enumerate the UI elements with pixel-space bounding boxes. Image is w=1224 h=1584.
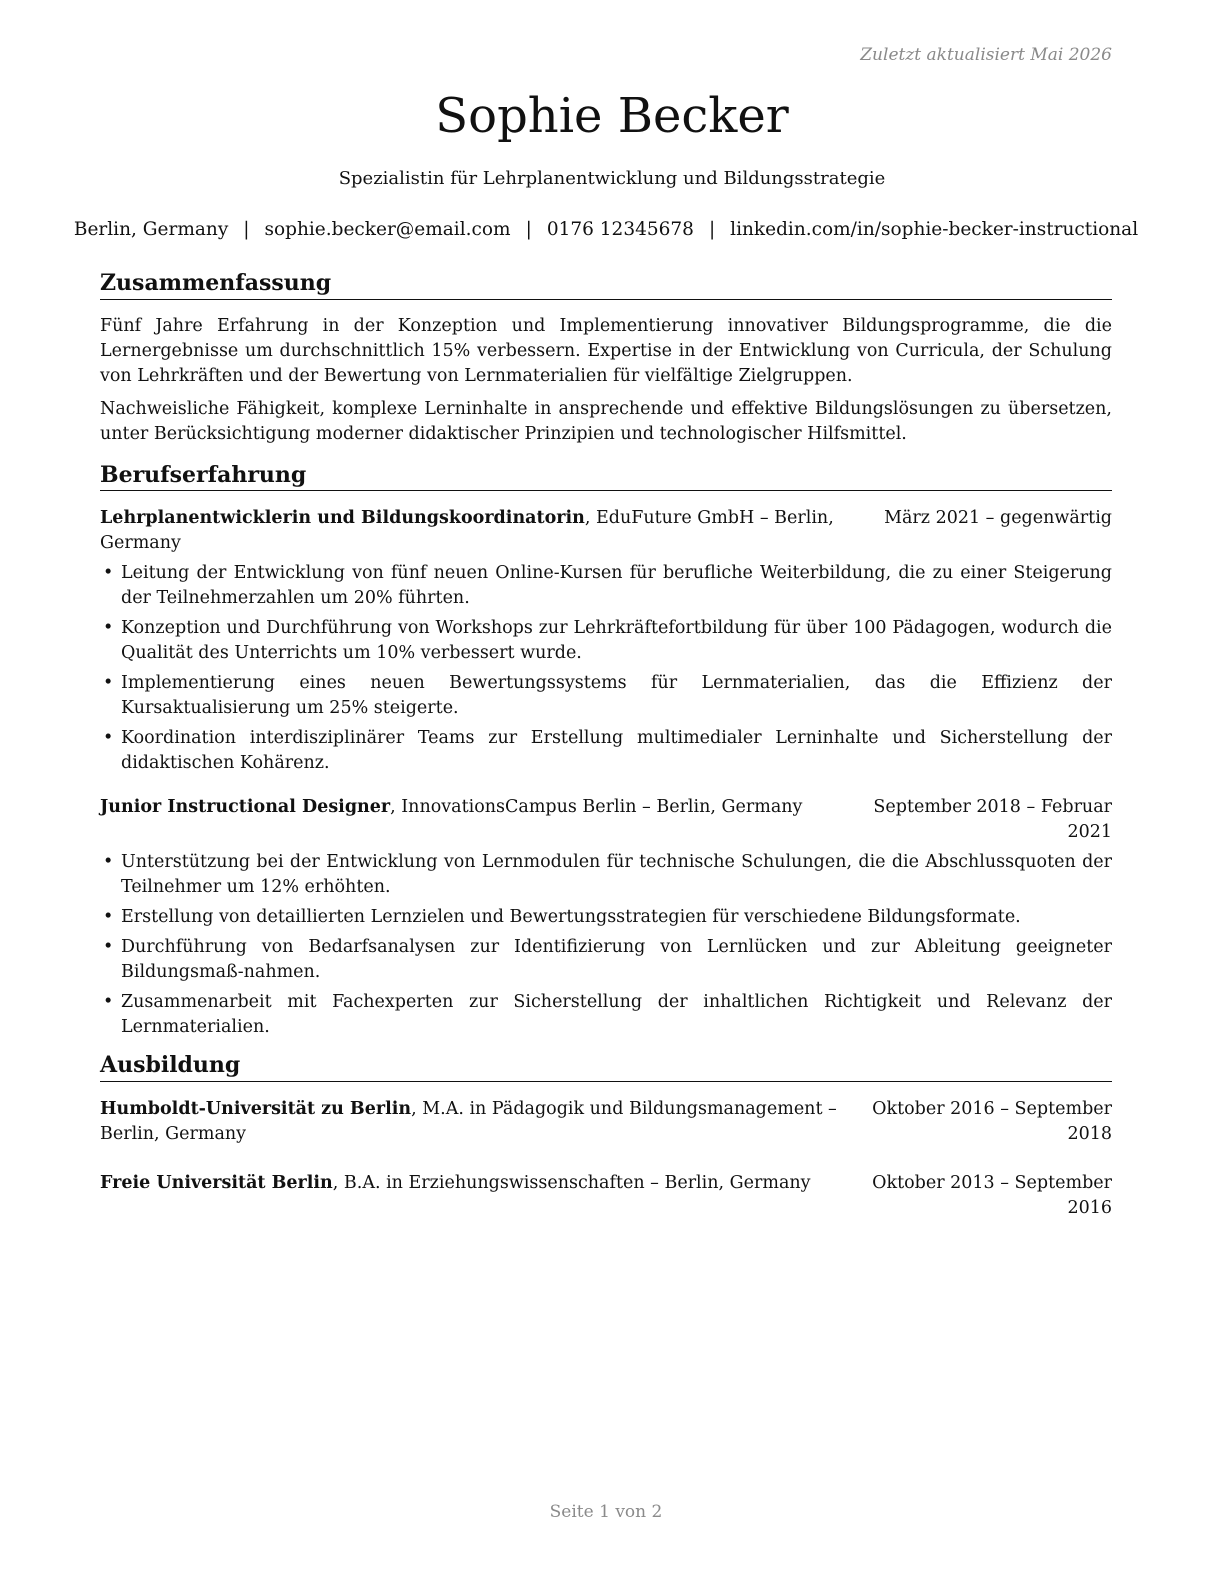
- job-title-line: [100, 506, 884, 556]
- summary-paragraph: Fünf Jahre Erfahrung in der Konzeption und Implementierung innovativer Bildungsprogramme, die die Lernergebnisse um durchschnittlich 15% verbessern. Expertise in der Entwicklung von Curricula, der Schulung von Lehrkräften und der Bewertung von Lernmaterialien für vielfältige Zielgruppen.: [100, 315, 1112, 386]
- education-title-line: [100, 1097, 872, 1147]
- job-org: , EduFuture GmbH – Berlin, Germany: [100, 508, 834, 553]
- contact-line: [0, 219, 1212, 240]
- section-title-experience: Berufserfahrung: [100, 462, 1112, 492]
- education-dates: Oktober 2013 – September 2016: [872, 1172, 1112, 1218]
- job-bullets: [100, 850, 1112, 1040]
- section-title-summary: Zusammenfassung: [100, 270, 1112, 300]
- experience-section: [100, 462, 1112, 1041]
- page-number: Seite 1 von 2: [549, 1502, 663, 1522]
- list-item: • Leitung der Entwicklung von fünf neuen Online-Kursen für berufliche Weiterbildung, die zu einer Steigerung der Teilnehmerzahlen um 20% führten.: [100, 561, 1112, 611]
- job-header: [100, 795, 1112, 845]
- education-section: [100, 1052, 1112, 1221]
- contact-separator: |: [243, 219, 250, 240]
- contact-separator: |: [525, 219, 532, 240]
- last-updated: Zuletzt aktualisiert Mai 2026: [860, 45, 1112, 65]
- job-entry: [100, 506, 1112, 776]
- contact-phone: 0176 12345678: [546, 219, 694, 240]
- job-dates: März 2021 – gegenwärtig: [884, 508, 1112, 528]
- education-school: Humboldt-Universität zu Berlin: [100, 1098, 412, 1119]
- education-school: Freie Universität Berlin: [100, 1172, 333, 1193]
- list-item: • Zusammenarbeit mit Fachexperten zur Sicherstellung der inhaltlichen Richtigkeit und Relevanz der Lernmaterialien.: [100, 990, 1112, 1040]
- contact-separator: |: [708, 219, 716, 240]
- job-role: Lehrplanentwicklerin und Bildungskoordinatorin: [100, 508, 585, 528]
- education-degree: , B.A. in Erziehungswissenschaften – Berlin, Germany: [332, 1172, 811, 1193]
- candidate-subtitle: Spezialistin für Lehrplanentwicklung und Bildungsstrategie: [338, 168, 886, 189]
- list-item: • Erstellung von detaillierten Lernzielen und Bewertungsstrategien für verschiedene Bildungsformate.: [100, 905, 1112, 930]
- job-role: Junior Instructional Designer: [100, 797, 391, 817]
- resume-body: [100, 270, 1112, 1221]
- list-item: • Durchführung von Bedarfsanalysen zur Identifizierung von Lernlücken und zur Ableitung geeigneter Bildungsmaß-nahmen.: [100, 935, 1112, 985]
- job-org: , InnovationsCampus Berlin – Berlin, Germany: [390, 797, 803, 817]
- list-item: • Konzeption und Durchführung von Workshops zur Lehrkräftefortbildung für über 100 Pädagogen, wodurch die Qualität des Unterrichts um 10% verbessert wurde.: [100, 616, 1112, 666]
- list-item: • Implementierung eines neuen Bewertungssystems für Lernmaterialien, das die Effizienz der Kursaktualisierung um 25% steigerte.: [100, 671, 1112, 721]
- section-title-education: Ausbildung: [100, 1052, 1112, 1082]
- list-item: • Unterstützung bei der Entwicklung von Lernmodulen für technische Schulungen, die die Abschlussquoten der Teilnehmer um 12% erhöhten.: [100, 850, 1112, 900]
- job-dates: September 2018 – Februar 2021: [873, 797, 1112, 842]
- summary-section: [100, 270, 1112, 447]
- contact-linkedin[interactable]: linkedin.com/in/sophie-becker-instructional: [730, 219, 1139, 240]
- contact-email[interactable]: sophie.becker@email.com: [264, 219, 511, 240]
- contact-location: Berlin, Germany: [73, 219, 229, 240]
- education-entry: [100, 1171, 1112, 1221]
- job-title-line: [100, 795, 872, 820]
- education-title-line: [100, 1171, 872, 1196]
- education-dates: Oktober 2016 – September 2018: [872, 1098, 1112, 1144]
- job-bullets: [100, 561, 1112, 776]
- education-entry: [100, 1097, 1112, 1147]
- summary-paragraph: Nachweisliche Fähigkeit, komplexe Lerninhalte in ansprechende und effektive Bildungslösungen zu übersetzen, unter Berücksichtigung moderner didaktischer Prinzipien und technologischer Hilfsmittel.: [100, 398, 1112, 444]
- job-header: [100, 506, 1112, 556]
- candidate-name: Sophie Becker: [435, 88, 789, 144]
- education-degree: , M.A. in Pädagogik und Bildungsmanagement – Berlin, Germany: [100, 1098, 837, 1144]
- job-entry: [100, 795, 1112, 1040]
- list-item: • Koordination interdisziplinärer Teams zur Erstellung multimedialer Lerninhalte und Sicherstellung der didaktischen Kohärenz.: [100, 726, 1112, 776]
